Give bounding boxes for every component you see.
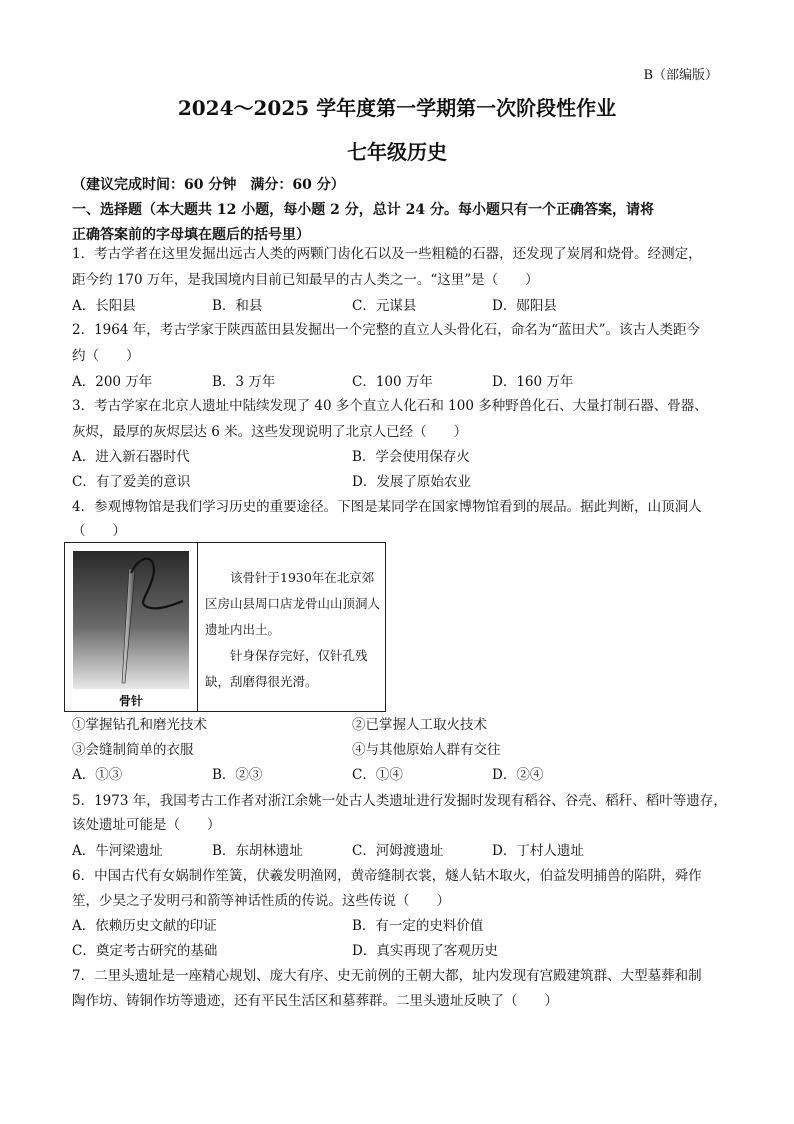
q1-option-a: A．长阳县 xyxy=(72,298,136,314)
question-2-line: 2．1964 年，考古学家于陕西蓝田县发掘出一个完整的直立人头骨化石，命名为“蓝田犬”。该古人类距今 xyxy=(72,322,701,338)
figure-caption: 骨针 xyxy=(118,694,143,708)
figure-paragraph: 针身保存完好，仅针孔残缺，刮磨得很光滑。 xyxy=(205,648,368,689)
question-2-line: 约（ ） xyxy=(72,348,140,364)
q3-option-a: A．进入新石器时代 xyxy=(72,449,190,465)
question-5-line: 5．1973 年，我国考古工作者对浙江余姚一处古人类遗址进行发掘时发现有稻谷、谷壳、稻秆、稻叶等遗存， xyxy=(72,793,727,809)
section-heading-line: 正确答案前的字母填在题后的括号里） xyxy=(72,227,310,243)
q5-option-b: B．东胡林遗址 xyxy=(212,843,303,859)
q4-option-b: B．②③ xyxy=(212,767,263,783)
question-7-line: 7．二里头遗址是一座精心规划、庞大有序、史无前例的王朝大都，址内发现有宫殿建筑群、大型墓葬和制 xyxy=(72,968,702,984)
figure-paragraph: 该骨针于1930年在北京郊区房山县周口店龙骨山山顶洞人遗址内出土。 xyxy=(205,570,381,637)
q4-option-c: C．①④ xyxy=(352,767,403,783)
q5-option-a: A．牛河梁遗址 xyxy=(72,843,163,859)
q1-option-b: B．和县 xyxy=(212,298,263,314)
q6-option-c: C．奠定考古研究的基础 xyxy=(72,943,218,959)
q4-option-d: D．②④ xyxy=(492,767,544,783)
figure-description xyxy=(205,565,381,695)
exhibit-figure xyxy=(64,542,386,712)
bone-needle-icon xyxy=(65,543,197,693)
q4-statement-1: ①掌握钻孔和磨光技术 xyxy=(72,717,207,733)
q6-option-d: D．真实再现了客观历史 xyxy=(352,943,498,959)
q4-statement-4: ④与其他原始人群有交往 xyxy=(352,742,501,758)
exam-subtitle: 七年级历史 xyxy=(347,140,447,164)
q3-option-c: C．有了爱美的意识 xyxy=(72,474,191,490)
q1-option-c: C．元谋县 xyxy=(352,298,417,314)
question-7-line: 陶作坊、铸铜作坊等遗迹，还有平民生活区和墓葬群。二里头遗址反映了（ ） xyxy=(72,993,558,1009)
q2-option-a: A．200 万年 xyxy=(72,374,153,390)
q4-statement-3: ③会缝制简单的衣服 xyxy=(72,742,194,758)
question-3-line: 3．考古学家在北京人遗址中陆续发现了 40 多个直立人化石和 100 多种野兽化石、大量打制石器、骨器、 xyxy=(72,398,708,414)
question-4-line: （ ） xyxy=(72,523,126,539)
q2-option-c: C．100 万年 xyxy=(352,374,433,390)
q5-option-c: C．河姆渡遗址 xyxy=(352,843,444,859)
bone-needle-image xyxy=(65,543,198,711)
question-1-line: 距今约 170 万年，是我国境内目前已知最早的古人类之一。“这里”是（ ） xyxy=(72,272,539,288)
exam-meta: （建议完成时间：60 分钟 满分：60 分） xyxy=(72,177,345,193)
section-heading xyxy=(72,198,728,248)
question-4-line: 4．参观博物馆是我们学习历史的重要途径。下图是某同学在国家博物馆看到的展品。据此判断，山顶洞人 xyxy=(72,499,702,515)
question-1-line: 1．考古学者在这里发掘出远古人类的两颗门齿化石以及一些粗糙的石器，还发现了炭屑和烧骨。经测定， xyxy=(72,246,702,262)
question-5-line: 该处遗址可能是（ ） xyxy=(72,817,221,833)
section-heading-line: 一、选择题（本大题共 12 小题，每小题 2 分，总计 24 分。每小题只有一个正确答案，请将 xyxy=(72,202,654,218)
q2-option-d: D．160 万年 xyxy=(492,374,574,390)
q6-option-a: A．依赖历史文献的印证 xyxy=(72,918,217,934)
q3-option-b: B．学会使用保存火 xyxy=(352,449,470,465)
question-6-line: 6．中国古代有女娲制作笙簧，伏羲发明渔网，黄帝缝制衣裳，燧人钻木取火，伯益发明捕兽的陷阱，舜作 xyxy=(72,868,702,884)
q1-option-d: D．郧阳县 xyxy=(492,298,557,314)
q4-statement-2: ②已掌握人工取火技术 xyxy=(352,717,487,733)
q6-option-b: B．有一定的史料价值 xyxy=(352,918,484,934)
q3-option-d: D．发展了原始农业 xyxy=(352,474,471,490)
edition-label: B（部编版） xyxy=(643,68,718,83)
exam-title: 2024～2025 学年度第一学期第一次阶段性作业 xyxy=(177,96,617,120)
q5-option-d: D．丁村人遗址 xyxy=(492,843,584,859)
question-6-line: 笙，少昊之子发明弓和箭等神话性质的传说。这些传说（ ） xyxy=(72,893,450,909)
q2-option-b: B．3 万年 xyxy=(212,374,276,390)
q4-option-a: A．①③ xyxy=(72,767,123,783)
question-3-line: 灰烬，最厚的灰烬层达 6 米。这些发现说明了北京人已经（ ） xyxy=(72,424,468,440)
